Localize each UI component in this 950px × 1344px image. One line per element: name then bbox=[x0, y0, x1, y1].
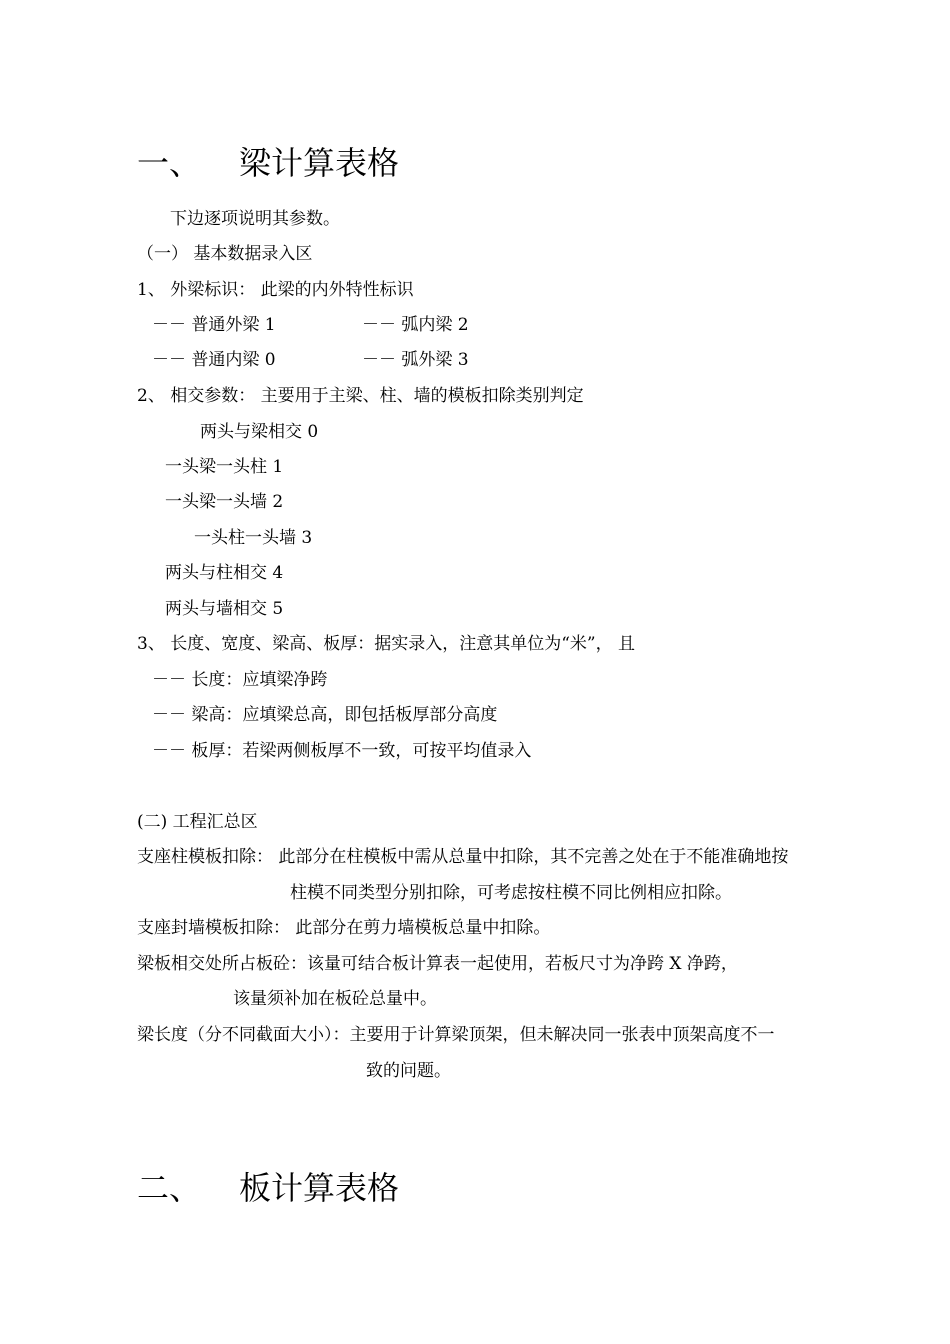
section-1-heading bbox=[137, 143, 399, 183]
part-2-entry-column-formwork: 支座柱模板扣除： 此部分在柱模板中需从总量中扣除，其不完善之处在于不能准确地按 bbox=[137, 847, 789, 867]
section-1-title: 梁计算表格 bbox=[239, 144, 400, 182]
item-1-option-arc-outer: －－ 弧外梁 3 bbox=[362, 350, 469, 370]
section-2-heading bbox=[137, 1168, 399, 1208]
intro-text: 下边逐项说明其参数。 bbox=[170, 209, 340, 229]
item-3-note-beam-height: －－ 梁高：应填梁总高，即包括板厚部分高度 bbox=[152, 705, 498, 725]
part-2-entry-wall-formwork: 支座封墙模板扣除： 此部分在剪力墙模板总量中扣除。 bbox=[137, 918, 551, 938]
item-2-option: 一头柱一头墙 3 bbox=[194, 528, 313, 548]
part-1-heading: （一） 基本数据录入区 bbox=[137, 244, 313, 264]
part-2-entry-slab-concrete-cont: 该量须补加在板砼总量中。 bbox=[233, 989, 437, 1009]
section-2-title: 板计算表格 bbox=[239, 1169, 400, 1207]
item-1-label: 1、 外梁标识： 此梁的内外特性标识 bbox=[137, 280, 414, 300]
part-2-entry-beam-length-cont: 致的问题。 bbox=[366, 1061, 451, 1081]
part-2-entry-column-formwork-cont: 柱模不同类型分别扣除，可考虑按柱模不同比例相应扣除。 bbox=[290, 883, 732, 903]
section-2-number: 二、 bbox=[137, 1169, 202, 1207]
part-2-entry-slab-concrete: 梁板相交处所占板砼：该量可结合板计算表一起使用，若板尺寸为净跨 X 净跨， bbox=[137, 954, 738, 974]
item-3-note-length: －－ 长度：应填梁净跨 bbox=[152, 670, 328, 690]
item-2-option: 两头与梁相交 0 bbox=[200, 422, 319, 442]
item-2-label: 2、 相交参数： 主要用于主梁、柱、墙的模板扣除类别判定 bbox=[137, 386, 584, 406]
item-2-option: 一头梁一头柱 1 bbox=[165, 457, 284, 477]
part-2-entry-beam-length: 梁长度（分不同截面大小）：主要用于计算梁顶架，但未解决同一张表中顶架高度不一 bbox=[137, 1025, 775, 1045]
item-1-option-arc-inner: －－ 弧内梁 2 bbox=[362, 315, 469, 335]
item-2-option: 两头与墙相交 5 bbox=[165, 599, 284, 619]
part-2-heading: (二) 工程汇总区 bbox=[137, 812, 258, 832]
item-2-option: 两头与柱相交 4 bbox=[165, 563, 284, 583]
item-2-option: 一头梁一头墙 2 bbox=[165, 492, 284, 512]
item-1-option-normal-outer: －－ 普通外梁 1 bbox=[152, 315, 276, 335]
item-1-option-normal-inner: －－ 普通内梁 0 bbox=[152, 350, 276, 370]
section-1-number: 一、 bbox=[137, 144, 202, 182]
item-3-label: 3、 长度、宽度、梁高、板厚：据实录入，注意其单位为“米”， 且 bbox=[137, 634, 636, 654]
item-3-note-slab-thickness: －－ 板厚：若梁两侧板厚不一致，可按平均值录入 bbox=[152, 741, 532, 761]
